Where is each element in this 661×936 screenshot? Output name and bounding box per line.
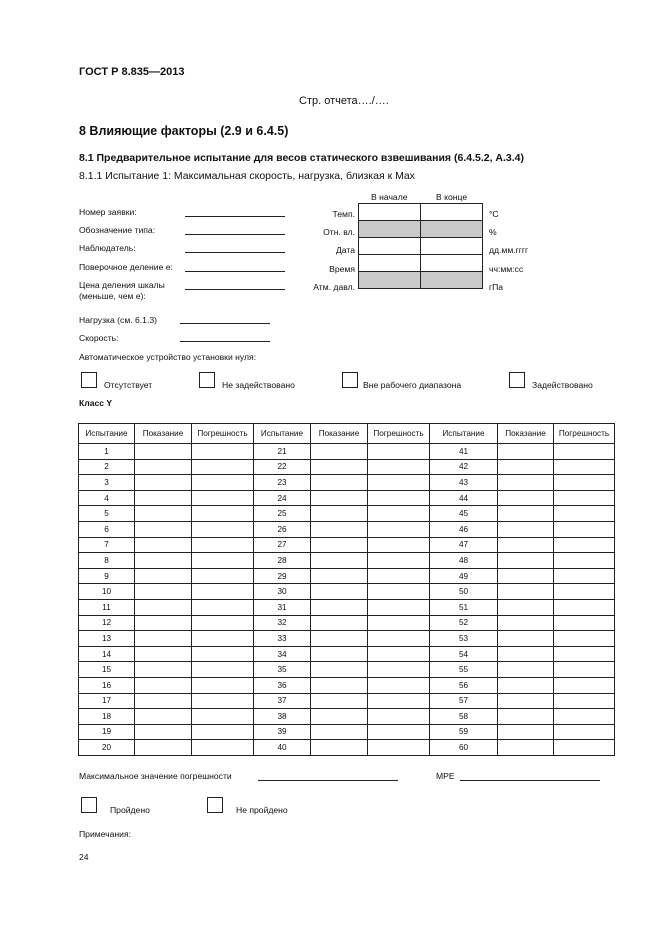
reading-cell[interactable] [311, 599, 368, 615]
error-cell[interactable] [192, 475, 254, 491]
table-row [79, 615, 615, 631]
table-row [79, 599, 615, 615]
reading-cell[interactable] [311, 568, 368, 584]
table-row [79, 475, 615, 491]
test-number-cell: 13 [79, 631, 135, 647]
table-row [79, 646, 615, 662]
zero-device-label: Автоматическое устройство установки нуля: [79, 352, 257, 362]
env-cell-humidity-end[interactable] [421, 221, 483, 238]
document-title: ГОСТ Р 8.835—2013 [79, 66, 185, 78]
error-cell[interactable] [554, 677, 615, 693]
env-cell-date-end[interactable] [421, 238, 483, 255]
field-label-scale-interval: Цена деления шкалы [79, 280, 165, 290]
test-number-cell: 45 [430, 506, 498, 522]
header-reading-2: Показание [311, 424, 368, 444]
env-cell-temp-start[interactable] [359, 204, 421, 221]
test-number-cell: 12 [79, 615, 135, 631]
env-cell-pressure-start[interactable] [359, 272, 421, 289]
table-row [79, 677, 615, 693]
test-number-cell: 17 [79, 693, 135, 709]
test-number-cell: 53 [430, 631, 498, 647]
test-number-cell: 48 [430, 553, 498, 569]
reading-cell[interactable] [498, 568, 554, 584]
error-cell[interactable] [368, 740, 430, 756]
field-label-observer: Наблюдатель: [79, 243, 136, 253]
env-col-end: В конце [436, 192, 468, 202]
test-number-cell: 27 [254, 537, 311, 553]
reading-cell[interactable] [498, 677, 554, 693]
error-cell[interactable] [368, 553, 430, 569]
error-cell[interactable] [192, 444, 254, 460]
test-number-cell: 23 [254, 475, 311, 491]
test-number-cell: 36 [254, 677, 311, 693]
load-label: Нагрузка (см. 6.1.3) [79, 315, 157, 325]
page-number: 24 [79, 852, 89, 862]
test-number-cell: 4 [79, 490, 135, 506]
verification-interval-line[interactable] [185, 271, 285, 272]
reading-cell[interactable] [135, 662, 192, 678]
reading-cell[interactable] [311, 677, 368, 693]
reading-cell[interactable] [135, 677, 192, 693]
table-row [79, 490, 615, 506]
speed-line[interactable] [180, 341, 270, 342]
test-number-cell: 10 [79, 584, 135, 600]
reading-cell[interactable] [498, 584, 554, 600]
test-number-cell: 20 [79, 740, 135, 756]
test-number-cell: 56 [430, 677, 498, 693]
reading-cell[interactable] [498, 646, 554, 662]
error-cell[interactable] [368, 693, 430, 709]
header-reading-1: Показание [135, 424, 192, 444]
env-label-time: Время [329, 264, 355, 274]
test-title: 8.1.1 Испытание 1: Максимальная скорость, нагрузка, близкая к Max [79, 170, 415, 182]
error-cell[interactable] [368, 615, 430, 631]
header-test-1: Испытание [79, 424, 135, 444]
error-cell[interactable] [192, 677, 254, 693]
error-cell[interactable] [368, 506, 430, 522]
env-unit-humidity: % [489, 227, 497, 237]
option-engaged-label: Задействовано [532, 380, 593, 390]
checkbox-failed[interactable] [207, 797, 223, 813]
field-label-type-designation: Обозначение типа: [79, 225, 156, 235]
test-number-cell: 60 [430, 740, 498, 756]
test-number-cell: 37 [254, 693, 311, 709]
error-cell[interactable] [368, 677, 430, 693]
reading-cell[interactable] [135, 506, 192, 522]
error-cell[interactable] [368, 444, 430, 460]
error-cell[interactable] [554, 631, 615, 647]
reading-cell[interactable] [135, 444, 192, 460]
reading-cell[interactable] [498, 599, 554, 615]
report-page-reference: Стр. отчета…./…. [299, 95, 389, 107]
env-unit-pressure: гПа [489, 282, 504, 292]
table-row [79, 459, 615, 475]
error-cell[interactable] [192, 693, 254, 709]
table-row [79, 662, 615, 678]
env-unit-time: чч:мм:сс [489, 264, 524, 274]
test-number-cell: 31 [254, 599, 311, 615]
reading-cell[interactable] [311, 506, 368, 522]
reading-cell[interactable] [311, 584, 368, 600]
reading-cell[interactable] [498, 724, 554, 740]
reading-cell[interactable] [135, 475, 192, 491]
header-test-2: Испытание [254, 424, 311, 444]
environment-table [358, 203, 483, 289]
max-error-line[interactable] [258, 780, 398, 781]
test-number-cell: 33 [254, 631, 311, 647]
env-label-date: Дата [335, 245, 355, 255]
reading-cell[interactable] [311, 475, 368, 491]
test-number-cell: 1 [79, 444, 135, 460]
reading-cell[interactable] [311, 693, 368, 709]
env-cell-temp-end[interactable] [421, 204, 483, 221]
error-cell[interactable] [192, 490, 254, 506]
reading-cell[interactable] [311, 459, 368, 475]
type-designation-line[interactable] [185, 234, 285, 235]
error-cell[interactable] [192, 584, 254, 600]
notes-label: Примечания: [79, 829, 132, 839]
env-unit-temperature: °С [489, 209, 499, 219]
error-cell[interactable] [368, 459, 430, 475]
header-reading-3: Показание [498, 424, 554, 444]
test-number-cell: 59 [430, 724, 498, 740]
table-row [79, 740, 615, 756]
error-cell[interactable] [368, 631, 430, 647]
test-number-cell: 47 [430, 537, 498, 553]
error-cell[interactable] [554, 724, 615, 740]
reading-cell[interactable] [498, 740, 554, 756]
reading-cell[interactable] [135, 615, 192, 631]
error-cell[interactable] [554, 693, 615, 709]
env-cell-time-end[interactable] [421, 255, 483, 272]
reading-cell[interactable] [498, 631, 554, 647]
error-cell[interactable] [192, 631, 254, 647]
reading-cell[interactable] [135, 490, 192, 506]
reading-cell[interactable] [311, 740, 368, 756]
table-row [79, 631, 615, 647]
table-row [79, 444, 615, 460]
error-cell[interactable] [554, 740, 615, 756]
test-number-cell: 24 [254, 490, 311, 506]
header-error-2: Погрешность [368, 424, 430, 444]
reading-cell[interactable] [498, 537, 554, 553]
test-number-cell: 30 [254, 584, 311, 600]
reading-cell[interactable] [498, 662, 554, 678]
reading-cell[interactable] [498, 506, 554, 522]
test-number-cell: 49 [430, 568, 498, 584]
reading-cell[interactable] [498, 475, 554, 491]
field-label-verification-interval: Поверочное деление е: [79, 262, 173, 272]
test-number-cell: 22 [254, 459, 311, 475]
reading-cell[interactable] [135, 740, 192, 756]
test-number-cell: 42 [430, 459, 498, 475]
reading-cell[interactable] [311, 724, 368, 740]
option-out-of-range-label: Вне рабочего диапазона [363, 380, 462, 390]
test-number-cell: 41 [430, 444, 498, 460]
error-cell[interactable] [368, 584, 430, 600]
checkbox-out-of-range[interactable] [342, 372, 358, 388]
table-row [79, 584, 615, 600]
reading-cell[interactable] [135, 537, 192, 553]
env-label-humidity: Отн. вл. [323, 227, 355, 237]
reading-cell[interactable] [498, 521, 554, 537]
reading-cell[interactable] [135, 599, 192, 615]
reading-cell[interactable] [311, 553, 368, 569]
env-cell-humidity-start[interactable] [359, 221, 421, 238]
reading-cell[interactable] [135, 631, 192, 647]
test-number-cell: 43 [430, 475, 498, 491]
checkbox-engaged[interactable] [509, 372, 525, 388]
error-cell[interactable] [368, 709, 430, 725]
error-cell[interactable] [192, 537, 254, 553]
reading-cell[interactable] [311, 709, 368, 725]
test-number-cell: 15 [79, 662, 135, 678]
header-error-1: Погрешность [192, 424, 254, 444]
test-number-cell: 7 [79, 537, 135, 553]
error-cell[interactable] [192, 553, 254, 569]
test-number-cell: 32 [254, 615, 311, 631]
error-cell[interactable] [554, 490, 615, 506]
error-cell[interactable] [368, 490, 430, 506]
reading-cell[interactable] [498, 459, 554, 475]
test-number-cell: 14 [79, 646, 135, 662]
reading-cell[interactable] [311, 631, 368, 647]
table-row [79, 537, 615, 553]
test-number-cell: 5 [79, 506, 135, 522]
reading-cell[interactable] [135, 646, 192, 662]
error-cell[interactable] [368, 537, 430, 553]
observer-line[interactable] [185, 252, 285, 253]
error-cell[interactable] [192, 646, 254, 662]
error-cell[interactable] [192, 459, 254, 475]
error-cell[interactable] [368, 568, 430, 584]
error-cell[interactable] [554, 599, 615, 615]
load-line[interactable] [180, 323, 270, 324]
test-number-cell: 51 [430, 599, 498, 615]
env-label-pressure: Атм. давл. [313, 282, 355, 292]
table-row [79, 506, 615, 522]
test-number-cell: 40 [254, 740, 311, 756]
test-results-table [78, 423, 615, 756]
application-number-line[interactable] [185, 216, 285, 217]
reading-cell[interactable] [311, 615, 368, 631]
error-cell[interactable] [554, 662, 615, 678]
reading-cell[interactable] [135, 459, 192, 475]
max-error-label: Максимальное значение погрешности [79, 771, 232, 781]
error-cell[interactable] [554, 584, 615, 600]
error-cell[interactable] [368, 599, 430, 615]
reading-cell[interactable] [498, 444, 554, 460]
test-number-cell: 57 [430, 693, 498, 709]
error-cell[interactable] [554, 615, 615, 631]
error-cell[interactable] [192, 662, 254, 678]
test-number-cell: 58 [430, 709, 498, 725]
scale-interval-line[interactable] [185, 289, 285, 290]
error-cell[interactable] [368, 662, 430, 678]
error-cell[interactable] [554, 444, 615, 460]
option-absent-label: Отсутствует [104, 380, 153, 390]
table-row [79, 724, 615, 740]
subsection-title: 8.1 Предварительное испытание для весов статического взвешивания (6.4.5.2, А.3.4) [79, 152, 525, 164]
error-cell[interactable] [368, 521, 430, 537]
reading-cell[interactable] [135, 584, 192, 600]
error-cell[interactable] [554, 459, 615, 475]
test-number-cell: 44 [430, 490, 498, 506]
test-number-cell: 46 [430, 521, 498, 537]
error-cell[interactable] [554, 553, 615, 569]
test-number-cell: 34 [254, 646, 311, 662]
test-number-cell: 18 [79, 709, 135, 725]
test-number-cell: 26 [254, 521, 311, 537]
test-number-cell: 21 [254, 444, 311, 460]
test-number-cell: 55 [430, 662, 498, 678]
class-label: Класс Y [79, 398, 113, 408]
mpe-label: МРЕ [436, 771, 455, 781]
error-cell[interactable] [192, 568, 254, 584]
error-cell[interactable] [192, 724, 254, 740]
env-cell-time-start[interactable] [359, 255, 421, 272]
error-cell[interactable] [192, 521, 254, 537]
test-number-cell: 8 [79, 553, 135, 569]
reading-cell[interactable] [311, 646, 368, 662]
checkbox-not-engaged[interactable] [199, 372, 215, 388]
test-number-cell: 29 [254, 568, 311, 584]
error-cell[interactable] [368, 724, 430, 740]
error-cell[interactable] [554, 709, 615, 725]
reading-cell[interactable] [498, 490, 554, 506]
section-title: 8 Влияющие факторы (2.9 и 6.4.5) [79, 124, 289, 138]
error-cell[interactable] [554, 521, 615, 537]
reading-cell[interactable] [498, 693, 554, 709]
reading-cell[interactable] [135, 521, 192, 537]
field-label-application-number: Номер заявки: [79, 207, 137, 217]
error-cell[interactable] [192, 506, 254, 522]
test-number-cell: 6 [79, 521, 135, 537]
table-row [79, 521, 615, 537]
passed-label: Пройдено [110, 805, 150, 815]
header-error-3: Погрешность [554, 424, 615, 444]
test-number-cell: 16 [79, 677, 135, 693]
table-row [79, 693, 615, 709]
test-number-cell: 39 [254, 724, 311, 740]
reading-cell[interactable] [311, 521, 368, 537]
option-not-engaged-label: Не задействовано [222, 380, 295, 390]
test-number-cell: 9 [79, 568, 135, 584]
checkbox-absent[interactable] [81, 372, 97, 388]
table-row [79, 568, 615, 584]
reading-cell[interactable] [498, 709, 554, 725]
reading-cell[interactable] [135, 693, 192, 709]
env-unit-date: дд.мм.гггг [489, 245, 529, 255]
failed-label: Не пройдено [236, 805, 288, 815]
reading-cell[interactable] [311, 444, 368, 460]
test-number-cell: 28 [254, 553, 311, 569]
test-number-cell: 50 [430, 584, 498, 600]
test-number-cell: 35 [254, 662, 311, 678]
reading-cell[interactable] [135, 724, 192, 740]
table-row [79, 709, 615, 725]
test-number-cell: 11 [79, 599, 135, 615]
reading-cell[interactable] [311, 537, 368, 553]
reading-cell[interactable] [311, 662, 368, 678]
error-cell[interactable] [554, 568, 615, 584]
error-cell[interactable] [368, 475, 430, 491]
reading-cell[interactable] [135, 709, 192, 725]
checkbox-passed[interactable] [81, 797, 97, 813]
test-number-cell: 2 [79, 459, 135, 475]
test-number-cell: 38 [254, 709, 311, 725]
field-label-scale-interval-note: (меньше, чем е): [79, 291, 146, 301]
test-number-cell: 25 [254, 506, 311, 522]
table-row [79, 553, 615, 569]
error-cell[interactable] [192, 709, 254, 725]
env-cell-date-start[interactable] [359, 238, 421, 255]
env-col-start: В начале [371, 192, 408, 202]
error-cell[interactable] [368, 646, 430, 662]
error-cell[interactable] [192, 599, 254, 615]
speed-label: Скорость: [79, 333, 119, 343]
reading-cell[interactable] [498, 615, 554, 631]
test-number-cell: 54 [430, 646, 498, 662]
env-label-temperature: Темп. [332, 209, 355, 219]
error-cell[interactable] [192, 615, 254, 631]
header-test-3: Испытание [430, 424, 498, 444]
reading-cell[interactable] [498, 553, 554, 569]
reading-cell[interactable] [135, 568, 192, 584]
error-cell[interactable] [192, 740, 254, 756]
reading-cell[interactable] [311, 490, 368, 506]
error-cell[interactable] [554, 646, 615, 662]
test-number-cell: 52 [430, 615, 498, 631]
reading-cell[interactable] [135, 553, 192, 569]
error-cell[interactable] [554, 475, 615, 491]
error-cell[interactable] [554, 537, 615, 553]
test-number-cell: 19 [79, 724, 135, 740]
error-cell[interactable] [554, 506, 615, 522]
test-number-cell: 3 [79, 475, 135, 491]
env-cell-pressure-end[interactable] [421, 272, 483, 289]
mpe-line[interactable] [460, 780, 600, 781]
